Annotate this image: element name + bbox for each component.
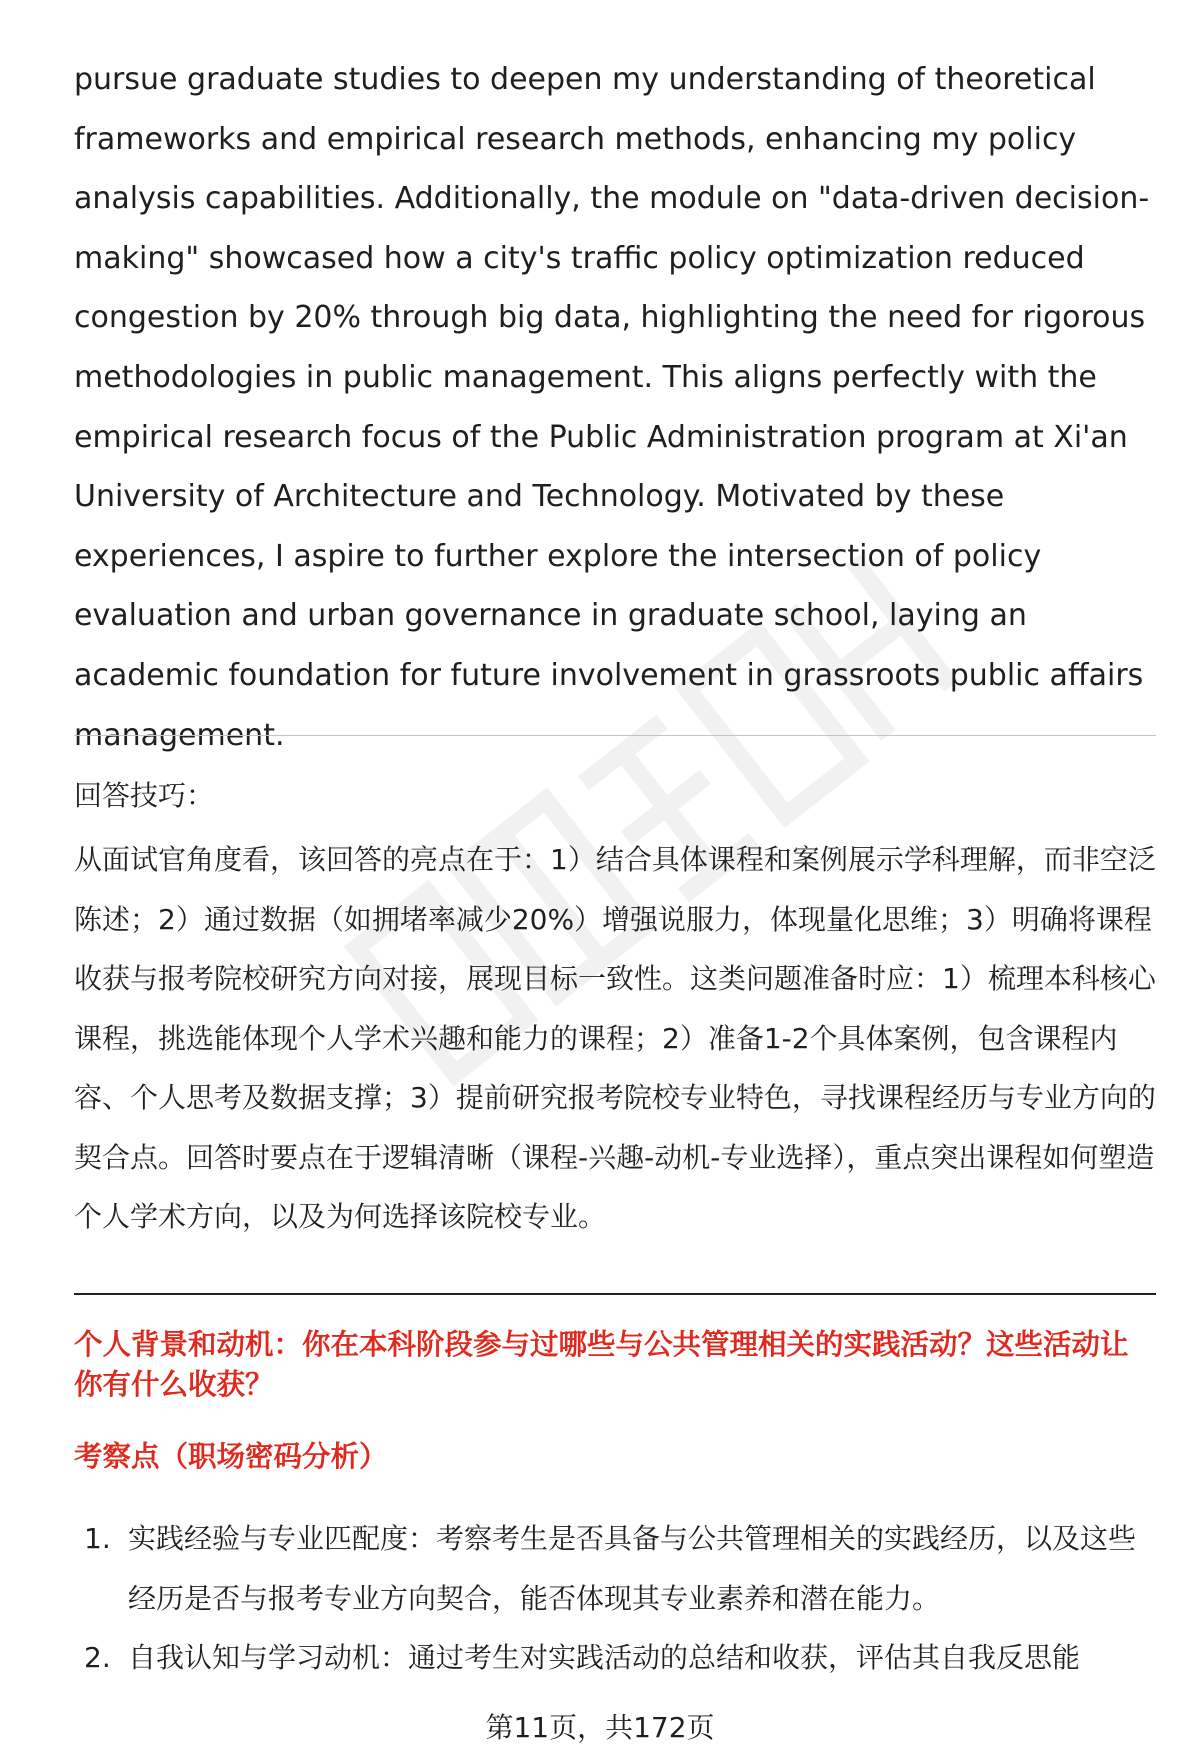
- english-paragraph: pursue graduate studies to deepen my understanding of theoretical frameworks and empirical research methods, enhancing my policy analysis capabilities. Additionally, the module on "data-driven decision-making" showcased how a city's traffic policy optimization reduced congestion by 20% through big data, highlighting the need for rigorous methodologies in public management. This aligns perfectly with the empirical research focus of the Public Administration program at Xi'an University of Architecture and Technology. Motivated by these experiences, I aspire to further explore the intersection of policy evaluation and urban governance in graduate school, laying an academic foundation for future involvement in grassroots public affairs management.: [74, 62, 1150, 753]
- list-item-text: 实践经验与专业匹配度：考察考生是否具备与公共管理相关的实践经历，以及这些经历是否与报考专业方向契合，能否体现其专业素养和潜在能力。: [128, 1522, 1137, 1615]
- question-heading: 个人背景和动机：你在本科阶段参与过哪些与公共管理相关的实践活动？这些活动让你有什么收获？: [74, 1328, 1129, 1401]
- list-item-number: 1.: [84, 1522, 111, 1555]
- tips-body: 从面试官角度看，该回答的亮点在于：1）结合具体课程和案例展示学科理解，而非空泛陈述；2）通过数据（如拥堵率减少20%）增强说服力，体现量化思维；3）明确将课程收获与报考院校研究方向对接，展现目标一致性。这类问题准备时应：1）梳理本科核心课程，挑选能体现个人学术兴趣和能力的课程；2）准备1-2个具体案例，包含课程内容、个人思考及数据支撑；3）提前研究报考院校专业特色，寻找课程经历与专业方向的契合点。回答时要点在于逻辑清晰（课程-兴趣-动机-专业选择），重点突出课程如何塑造个人学术方向，以及为何选择该院校专业。: [74, 843, 1156, 1233]
- page-footer: 第11页，共172页: [485, 1711, 715, 1744]
- points-list: [74, 1509, 1156, 1688]
- divider-light: [74, 735, 1156, 736]
- list-item-number: 2.: [84, 1641, 111, 1674]
- tips-heading: 回答技巧：: [74, 779, 215, 812]
- list-item: [74, 1509, 1156, 1628]
- list-item: [74, 1628, 1156, 1688]
- list-item-text: 自我认知与学习动机：通过考生对实践活动的总结和收获，评估其自我反思能: [128, 1641, 1081, 1674]
- points-heading: 考察点（职场密码分析）: [74, 1440, 388, 1473]
- divider-dark: [74, 1293, 1156, 1295]
